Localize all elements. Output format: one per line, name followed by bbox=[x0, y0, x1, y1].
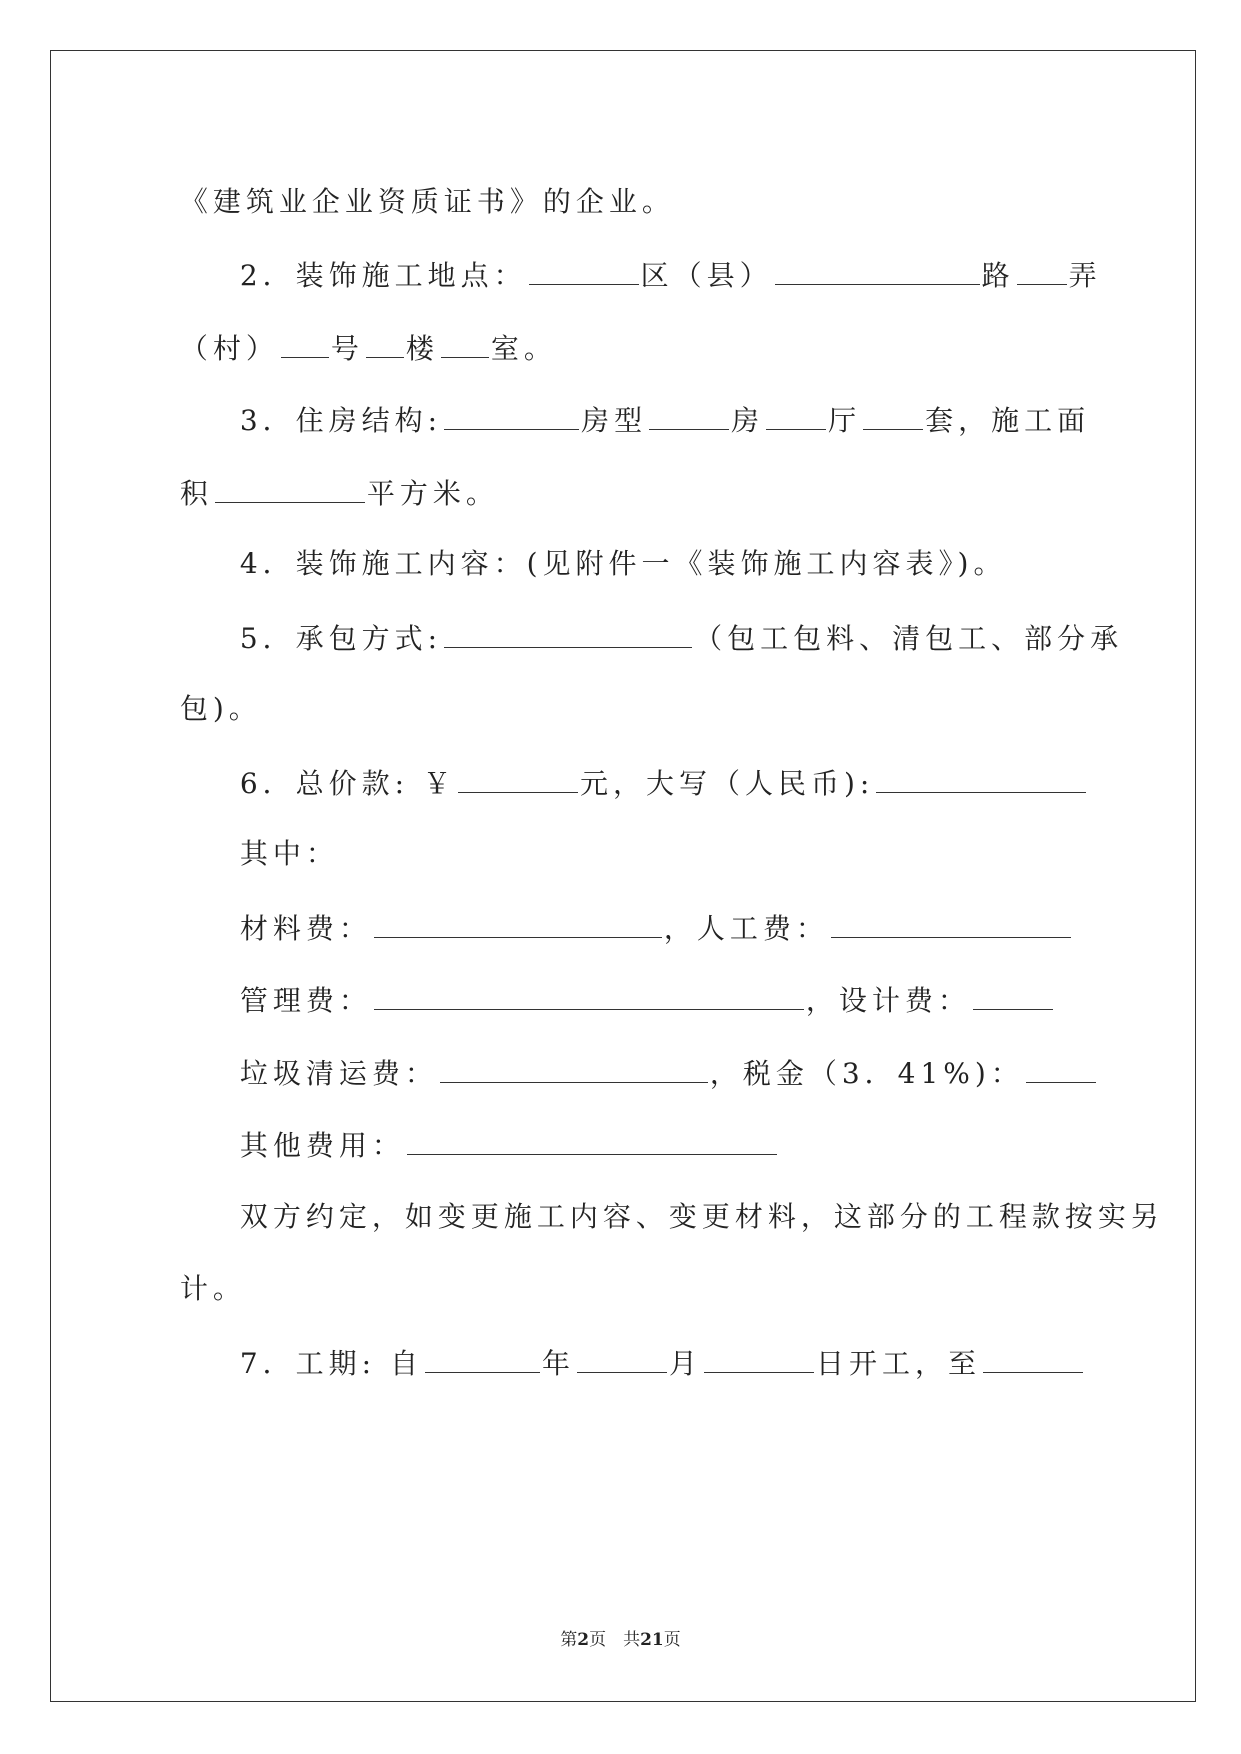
text-line-8 bbox=[152, 667, 262, 723]
text-segment: 日开工，至 bbox=[816, 1347, 982, 1380]
text-segment: 6．总价款: ￥ bbox=[239, 767, 456, 800]
text-segment: 室。 bbox=[490, 332, 557, 365]
footer-suffix: 页 bbox=[663, 1630, 681, 1650]
blank-field bbox=[831, 913, 1071, 938]
text-segment: 路 bbox=[981, 259, 1015, 292]
text-segment: 厅 bbox=[828, 404, 862, 437]
page-footer bbox=[0, 1625, 1241, 1650]
text-segment: 弄 bbox=[1068, 259, 1102, 292]
blank-field bbox=[281, 333, 329, 358]
text-line-15 bbox=[212, 1175, 1164, 1231]
total-pages: 21 bbox=[640, 1630, 664, 1650]
text-line-3 bbox=[152, 305, 557, 363]
text-segment: ，人工费： bbox=[663, 912, 829, 945]
text-segment: 垃圾清运费： bbox=[239, 1057, 438, 1090]
text-segment: 号 bbox=[330, 332, 364, 365]
blank-field bbox=[649, 405, 729, 430]
blank-field bbox=[973, 985, 1053, 1010]
text-segment: 材料费： bbox=[239, 912, 372, 945]
blank-field bbox=[441, 333, 489, 358]
blank-field bbox=[458, 768, 578, 793]
text-segment: 其他费用： bbox=[239, 1129, 405, 1162]
blank-field bbox=[215, 478, 365, 503]
page-border bbox=[50, 50, 1196, 1702]
text-segment: 月 bbox=[668, 1347, 702, 1380]
blank-field bbox=[425, 1348, 540, 1373]
text-line-16 bbox=[152, 1247, 246, 1303]
text-segment: （包工包料、清包工、部分承 bbox=[694, 622, 1124, 655]
text-line-10 bbox=[212, 812, 339, 868]
text-line-11 bbox=[212, 885, 1073, 943]
text-line-9 bbox=[212, 740, 1088, 798]
blank-field bbox=[440, 1058, 708, 1083]
text-segment: （村） bbox=[179, 332, 279, 365]
blank-field bbox=[983, 1348, 1083, 1373]
blank-field bbox=[444, 623, 692, 648]
blank-field bbox=[374, 913, 662, 938]
text-segment: 其中： bbox=[239, 837, 339, 870]
text-segment: 计。 bbox=[179, 1272, 246, 1305]
blank-field bbox=[766, 405, 826, 430]
text-line-6 bbox=[212, 522, 1006, 578]
text-segment: 管理费： bbox=[239, 984, 372, 1017]
text-line-5 bbox=[152, 450, 499, 508]
blank-field bbox=[704, 1348, 814, 1373]
text-line-14 bbox=[212, 1102, 779, 1160]
text-segment: 套，施工面 bbox=[925, 404, 1091, 437]
footer-middle: 页 共 bbox=[589, 1630, 641, 1650]
blank-field bbox=[374, 985, 804, 1010]
text-line-2 bbox=[212, 232, 1102, 290]
text-segment: 双方约定，如变更施工内容、变更材料，这部分的工程款按实另 bbox=[239, 1200, 1164, 1233]
text-line-4 bbox=[212, 377, 1090, 435]
blank-field bbox=[1017, 260, 1067, 285]
text-segment: 4．装饰施工内容：(见附件一《装饰施工内容表》)。 bbox=[239, 547, 1007, 580]
text-segment: ，税金（3．41%)： bbox=[709, 1057, 1024, 1090]
text-segment: 区（县） bbox=[640, 259, 773, 292]
text-segment: 3．住房结构: bbox=[239, 404, 443, 437]
text-line-13 bbox=[212, 1030, 1098, 1088]
text-line-17 bbox=[212, 1320, 1085, 1378]
text-segment: ，设计费： bbox=[805, 984, 971, 1017]
text-segment: 房 bbox=[731, 404, 765, 437]
blank-field bbox=[529, 260, 639, 285]
text-line-12 bbox=[212, 957, 1055, 1015]
text-segment: 楼 bbox=[405, 332, 439, 365]
text-segment: 元，大写（人民币): bbox=[579, 767, 875, 800]
footer-prefix: 第 bbox=[560, 1630, 578, 1650]
text-segment: 5．承包方式: bbox=[239, 622, 443, 655]
blank-field bbox=[407, 1130, 777, 1155]
text-segment: 房型 bbox=[581, 404, 648, 437]
text-segment: 平方米。 bbox=[366, 477, 499, 510]
text-segment: 包)。 bbox=[179, 692, 262, 725]
text-line-7 bbox=[212, 595, 1123, 653]
page-number: 2 bbox=[577, 1630, 590, 1650]
text-segment: 2．装饰施工地点： bbox=[239, 259, 527, 292]
blank-field bbox=[577, 1348, 667, 1373]
blank-field bbox=[876, 768, 1086, 793]
blank-field bbox=[444, 405, 579, 430]
text-line-1 bbox=[152, 160, 675, 216]
text-segment: 7．工期: 自 bbox=[239, 1347, 423, 1380]
blank-field bbox=[366, 333, 404, 358]
blank-field bbox=[775, 260, 980, 285]
text-segment: 年 bbox=[541, 1347, 575, 1380]
blank-field bbox=[863, 405, 923, 430]
blank-field bbox=[1026, 1058, 1096, 1083]
text-segment: 积 bbox=[179, 477, 213, 510]
text-segment: 《建筑业企业资质证书》的企业。 bbox=[179, 185, 675, 218]
